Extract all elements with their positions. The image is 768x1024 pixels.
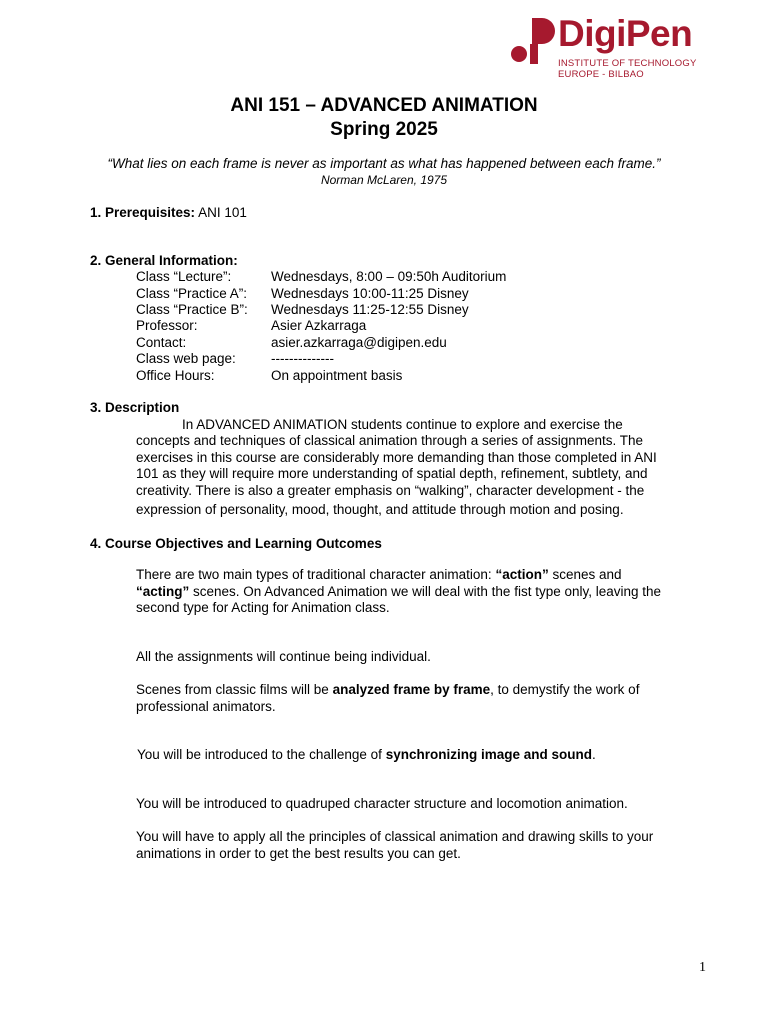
gi-value-lecture: Wednesdays, 8:00 – 09:50h Auditorium xyxy=(271,269,507,284)
prerequisites xyxy=(90,205,247,220)
description-heading: 3. Description xyxy=(90,400,180,415)
objectives-p1-line3: second type for Acting for Animation class. xyxy=(136,600,390,615)
gi-label-practice-a: Class “Practice A”: xyxy=(136,286,248,301)
description-line: exercises in this course are considerably more demanding than those completed in ANI xyxy=(136,450,657,465)
gi-label-professor: Professor: xyxy=(136,318,198,333)
logo-line-2: EUROPE - BILBAO xyxy=(558,69,644,80)
gi-value-office-hours: On appointment basis xyxy=(271,368,403,383)
gi-value-practice-a: Wednesdays 10:00-11:25 Disney xyxy=(271,286,469,301)
text-run: scenes. On Advanced Animation we will deal with the fist type only, leaving the xyxy=(189,584,662,599)
text-run: Scenes from classic films will be xyxy=(136,682,333,697)
gi-value-practice-b: Wednesdays 11:25-12:55 Disney xyxy=(271,302,469,317)
objectives-p1-line2 xyxy=(136,584,661,599)
objectives-p6-line2: animations in order to get the best results you can get. xyxy=(136,846,461,861)
gi-value-web-page: -------------- xyxy=(271,351,334,366)
text-run: You will be introduced to the challenge of xyxy=(137,747,386,762)
quote-text: “What lies on each frame is never as important as what has happened between each frame.” xyxy=(107,156,661,171)
course-title: ANI 151 – ADVANCED ANIMATION xyxy=(230,95,538,116)
objectives-p1-line1 xyxy=(136,567,622,582)
gi-label-office-hours: Office Hours: xyxy=(136,368,215,383)
emphasis-action: “action” xyxy=(495,567,549,582)
text-run: . xyxy=(591,747,596,762)
gi-value-professor: Asier Azkarraga xyxy=(271,318,367,333)
digipen-logo xyxy=(508,13,708,80)
text-run: There are two main types of traditional character animation: xyxy=(136,567,496,582)
gi-label-contact: Contact: xyxy=(136,335,187,350)
description-line: In ADVANCED ANIMATION students continue to explore and exercise the xyxy=(182,417,623,432)
gi-label-lecture: Class “Lecture”: xyxy=(136,269,232,284)
digipen-mark-icon xyxy=(508,16,556,68)
gi-label-practice-b: Class “Practice B”: xyxy=(136,302,248,317)
emphasis-sync: synchronizing image and sound xyxy=(385,747,592,762)
objectives-heading: 4. Course Objectives and Learning Outcomes xyxy=(90,536,382,551)
course-term: Spring 2025 xyxy=(330,119,438,140)
prerequisites-value: ANI 101 xyxy=(198,205,247,220)
logo-brand: DigiPen xyxy=(558,13,693,54)
objectives-p3-line1 xyxy=(136,682,639,697)
objectives-p3-line2: professional animators. xyxy=(136,699,276,714)
description-line: concepts and techniques of classical animation through a series of assignments. The xyxy=(136,433,644,448)
emphasis-acting: “acting” xyxy=(136,584,190,599)
description-line: expression of personality, mood, thought, and attitude through motion and posing. xyxy=(136,502,624,517)
text-run: scenes and xyxy=(548,567,622,582)
objectives-p5: You will be introduced to quadruped character structure and locomotion animation. xyxy=(136,796,628,811)
description-line: creativity. There is also a greater emphasis on “walking”, character development - the xyxy=(136,483,645,498)
objectives-p2: All the assignments will continue being individual. xyxy=(136,649,431,664)
general-info-heading: 2. General Information: xyxy=(90,253,238,268)
objectives-p6-line1: You will have to apply all the principles of classical animation and drawing skills to your xyxy=(136,829,654,844)
text-run: , to demystify the work of xyxy=(490,682,640,697)
description-line: 101 as they will require more understanding of spatial depth, refinement, subtlety, and xyxy=(136,466,648,481)
prerequisites-heading: 1. Prerequisites: xyxy=(90,205,196,220)
objectives-p4 xyxy=(137,747,596,762)
gi-value-contact: asier.azkarraga@digipen.edu xyxy=(271,335,447,350)
gi-label-web-page: Class web page: xyxy=(136,351,236,366)
logo-line-1: INSTITUTE OF TECHNOLOGY xyxy=(558,58,697,69)
page-number: 1 xyxy=(699,960,706,975)
quote-author: Norman McLaren, 1975 xyxy=(320,173,448,187)
emphasis-analyzed: analyzed frame by frame xyxy=(332,682,491,697)
